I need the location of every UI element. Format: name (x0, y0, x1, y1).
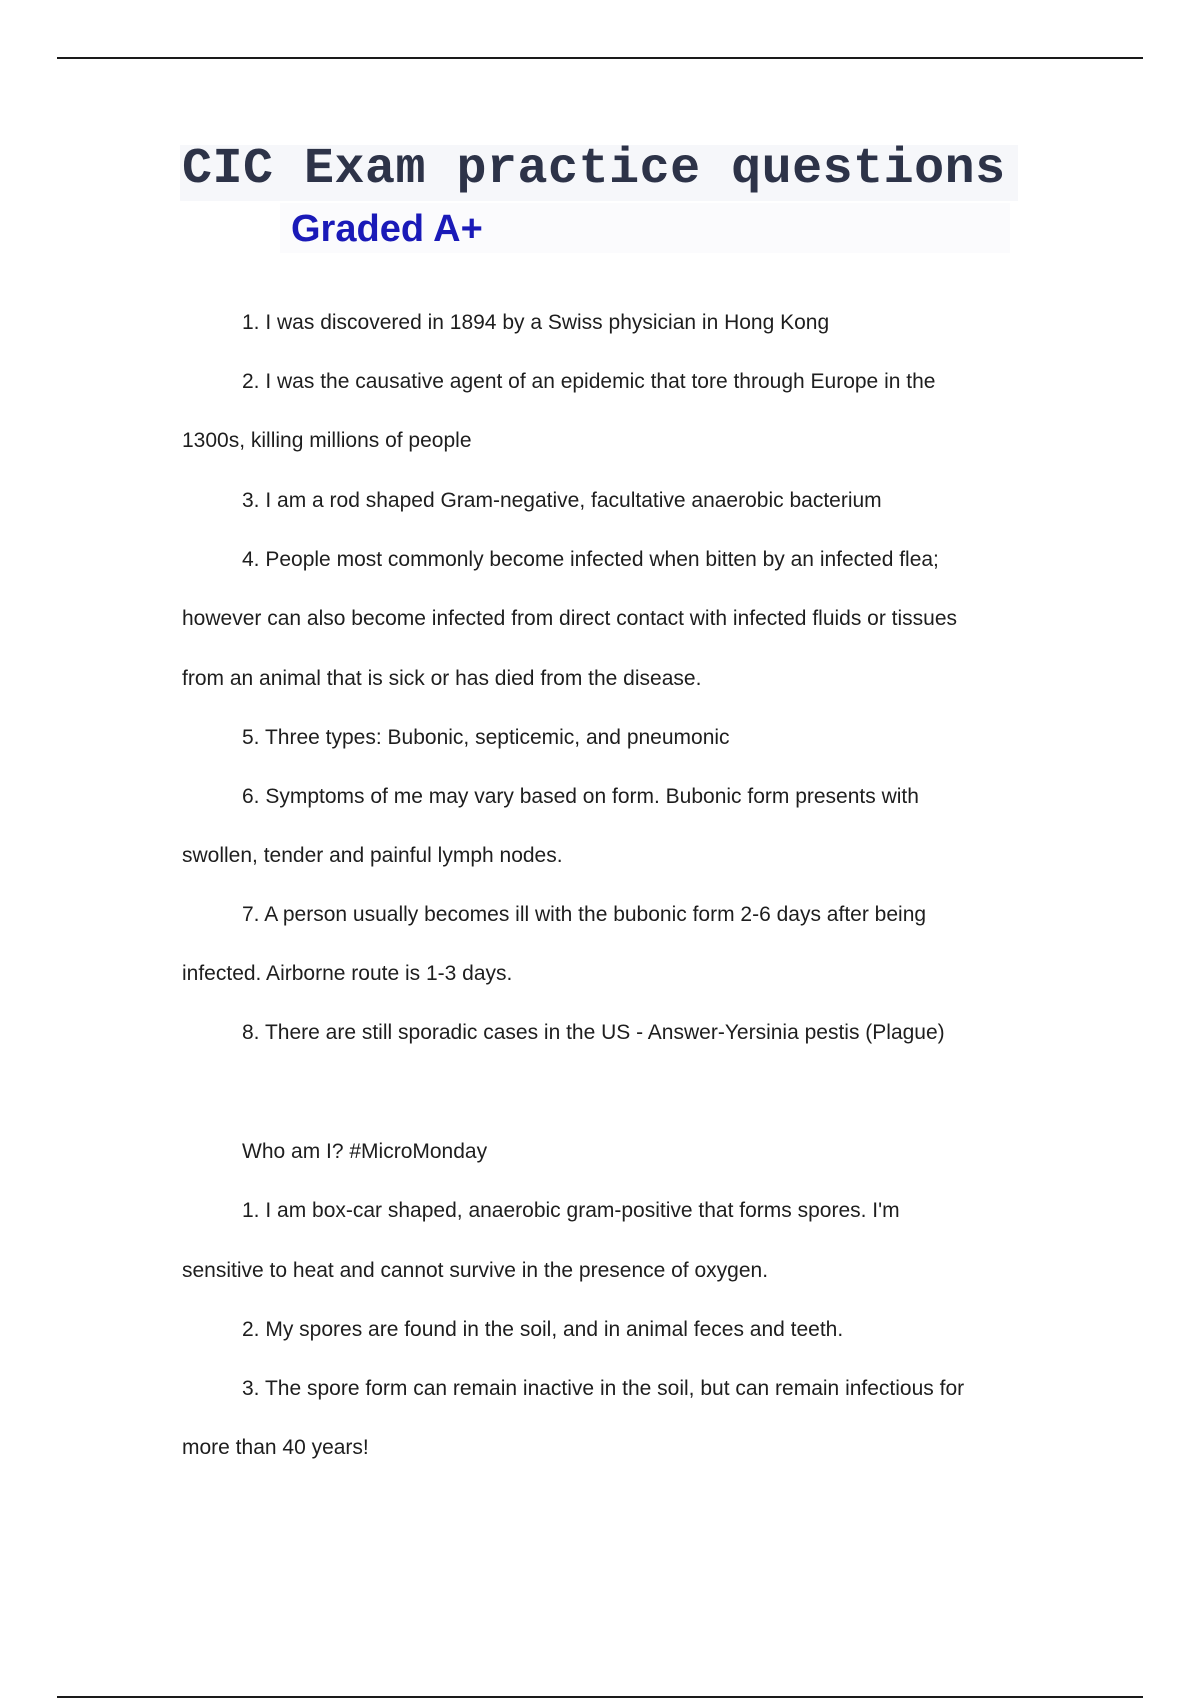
body-line: 8. There are still sporadic cases in the US - Answer-Yersinia pestis (Plague) (242, 1021, 945, 1044)
body-line: more than 40 years! (182, 1436, 369, 1459)
body-line: 2. My spores are found in the soil, and in animal feces and teeth. (242, 1318, 844, 1341)
body-line: infected. Airborne route is 1-3 days. (182, 962, 513, 985)
body-line: from an animal that is sick or has died from the disease. (182, 667, 702, 690)
body-line: 5. Three types: Bubonic, septicemic, and pneumonic (242, 726, 730, 749)
body-line: sensitive to heat and cannot survive in the presence of oxygen. (182, 1259, 769, 1282)
body-line: 4. People most commonly become infected when bitten by an infected flea; (242, 548, 939, 571)
body-line: 3. I am a rod shaped Gram-negative, facultative anaerobic bacterium (242, 489, 882, 512)
body-line: 2. I was the causative agent of an epidemic that tore through Europe in the (242, 370, 936, 393)
section-heading: Who am I? #MicroMonday (242, 1140, 488, 1163)
body-line: 1300s, killing millions of people (182, 429, 472, 452)
body-line: 7. A person usually becomes ill with the bubonic form 2-6 days after being (242, 903, 927, 926)
document-title: CIC Exam practice questions (182, 141, 1006, 198)
bottom-divider (57, 1696, 1143, 1698)
body-line: 3. The spore form can remain inactive in the soil, but can remain infectious for (242, 1377, 965, 1400)
body-line: swollen, tender and painful lymph nodes. (182, 844, 563, 867)
body-line: 1. I was discovered in 1894 by a Swiss physician in Hong Kong (242, 311, 830, 334)
top-divider (57, 57, 1143, 59)
body-line: however can also become infected from direct contact with infected fluids or tissues (182, 607, 958, 630)
document-subtitle: Graded A+ (291, 208, 483, 250)
body-line: 1. I am box-car shaped, anaerobic gram-positive that forms spores. I'm (242, 1199, 900, 1222)
body-line: 6. Symptoms of me may vary based on form. Bubonic form presents with (242, 785, 919, 808)
